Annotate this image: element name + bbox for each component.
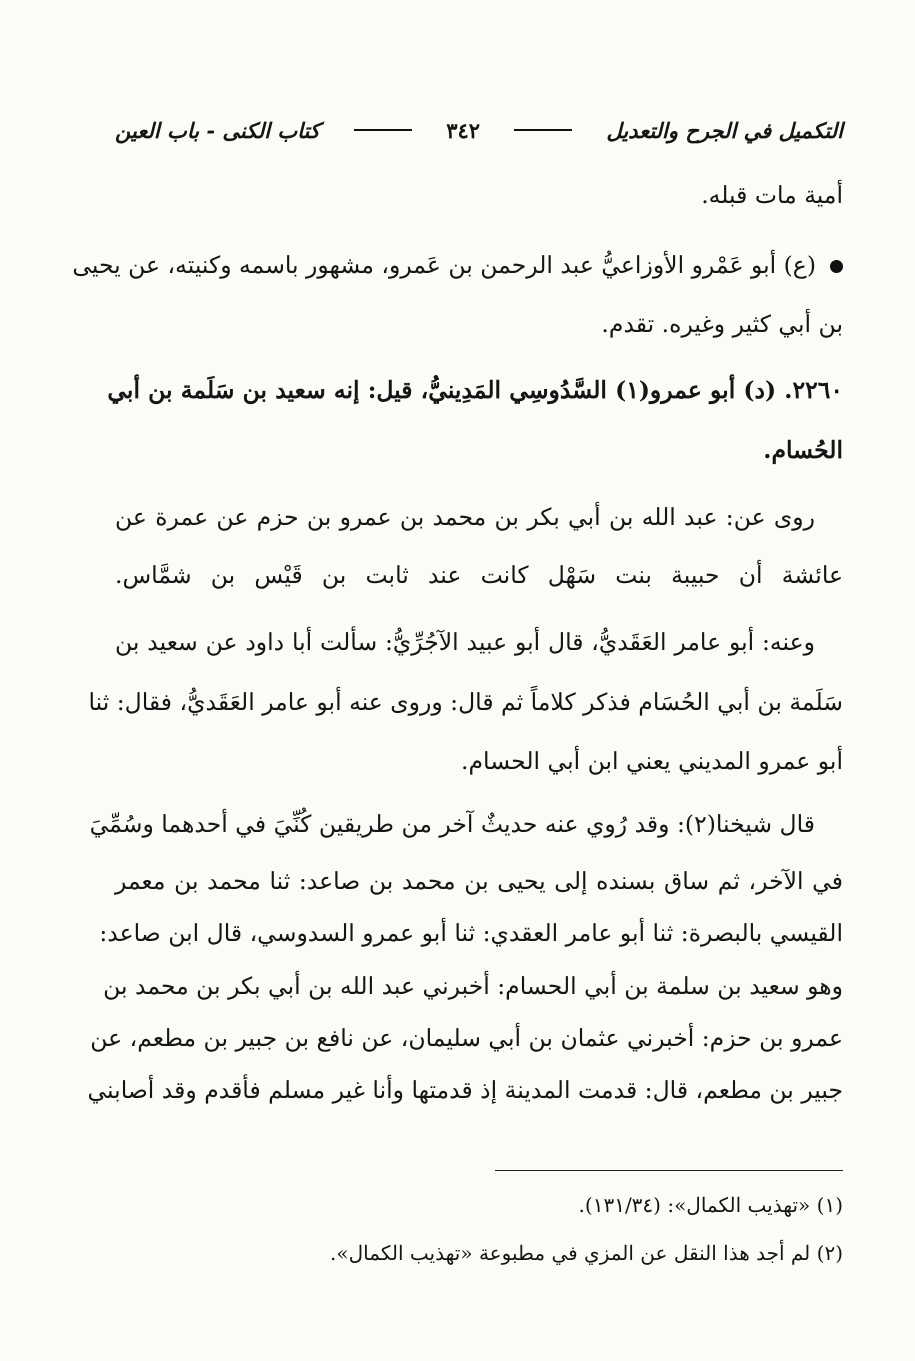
text-line: عائشة أن حبيبة بنت سَهْل كانت عند ثابت بن قَيْس بن شمَّاس. bbox=[115, 561, 843, 589]
book-title: التكميل في الجرح والتعديل bbox=[606, 117, 843, 143]
text-line: بن أبي كثير وغيره. تقدم. bbox=[601, 310, 843, 338]
text-line: وعنه: أبو عامر العَقَديُّ، قال أبو عبيد الآجُرِّيُّ: سألت أبا داود عن سعيد بن bbox=[115, 628, 815, 656]
text-line: قال شيخنا(٢): وقد رُوي عنه حديثٌ آخر من طريقين كُنِّيَ في أحدهما وسُمِّيَ bbox=[89, 810, 815, 838]
text-line: أمية مات قبله. bbox=[701, 181, 843, 209]
text-line: جبير بن مطعم، قال: قدمت المدينة إذ قدمتها وأنا غير مسلم فأقدم وقد أصابني bbox=[87, 1076, 843, 1104]
text-line: في الآخر، ثم ساق بسنده إلى يحيى بن محمد بن صاعد: ثنا محمد بن معمر bbox=[115, 867, 843, 895]
footnote: (٢) لم أجد هذا النقل عن المزي في مطبوعة «تهذيب الكمال». bbox=[330, 1241, 843, 1265]
bullet-icon bbox=[830, 260, 843, 273]
footnote: (١) «تهذيب الكمال»: (١٣١/٣٤). bbox=[578, 1193, 843, 1217]
footnote-rule bbox=[495, 1170, 843, 1171]
text-line: الحُسام. bbox=[763, 436, 843, 464]
text-line: أبو عمرو المديني يعني ابن أبي الحسام. bbox=[461, 747, 843, 775]
section-title: كتاب الكنى - باب العين bbox=[115, 117, 320, 143]
header-rule bbox=[354, 129, 412, 131]
text-line: عمرو بن حزم: أخبرني عثمان بن أبي سليمان، عن نافع بن جبير بن مطعم، عن bbox=[90, 1024, 843, 1052]
text-line: سَلَمة بن أبي الحُسَام فذكر كلاماً ثم قال: وروى عنه أبو عامر العَقَديُّ، فقال: ثنا bbox=[88, 688, 843, 716]
header-rule bbox=[514, 129, 572, 131]
text-line: وهو سعيد بن سلمة بن أبي الحسام: أخبرني عبد الله بن أبي بكر بن محمد بن bbox=[103, 972, 843, 1000]
text-line: روى عن: عبد الله بن أبي بكر بن محمد بن عمرو بن حزم عن عمرة عن bbox=[115, 503, 815, 531]
page bbox=[72, 100, 843, 1300]
running-header bbox=[115, 112, 843, 148]
text-line: القيسي بالبصرة: ثنا أبو عامر العقدي: ثنا أبو عمرو السدوسي، قال ابن صاعد: bbox=[99, 919, 843, 947]
page-number: ٣٤٢ bbox=[446, 117, 481, 143]
entry-text: (ع) أبو عَمْرو الأوزاعيُّ عبد الرحمن بن عَمرو، مشهور باسمه وكنيته، عن يحيى bbox=[72, 251, 816, 279]
entry-heading-line: ٢٢٦٠. (د) أبو عمرو(١) السَّدُوسِي المَدِينيُّ، قيل: إنه سعيد بن سَلَمة بن أبي bbox=[107, 376, 843, 404]
entry-line bbox=[72, 245, 843, 285]
